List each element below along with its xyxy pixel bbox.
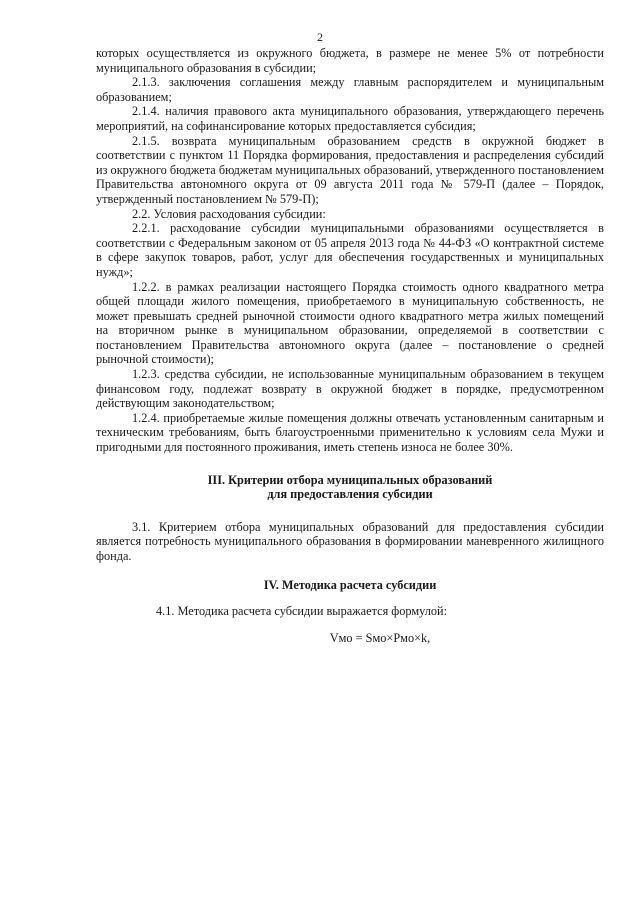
paragraph-1-2-4: 1.2.4. приобретаемые жилые помещения должны отвечать установленным санитарным и техническим требованиям, быть благоустроенными применительно к условиям села Мужи и пригодными для постоянного проживания, иметь степень износа не более 30%. <box>96 410 604 455</box>
section-3-heading-line-2: для предоставления субсидии <box>267 487 433 502</box>
paragraph-1-2-3: 1.2.3. средства субсидии, не использованные муниципальным образованием в текущем финансовом году, подлежат возврату в окружной бюджет в порядке, предусмотренном действующим законодательством; <box>96 367 604 411</box>
paragraph-3-1: 3.1. Критерием отбора муниципальных образований для предоставления субсидии является потребность муниципального образования в формировании маневренного жилищного фонда. <box>96 519 604 563</box>
paragraph-1-2-2: 1.2.2. в рамках реализации настоящего Порядка стоимость одного квадратного метра общей площади жилого помещения, приобретаемого в муниципальную собственность, не может превышать средней рыночной стоимости одного квадратного метра жилых помещений на вторичном рынке в муниципальном образовании, определяемой в соответствии с постановлением Правительства автономного округа (далее – постановление о средней рыночной стоимости); <box>96 279 604 367</box>
paragraph-2-2-1: 2.2.1. расходование субсидии муниципальными образованиями осуществляется в соответствии с Федеральным законом от 05 апреля 2013 года № 44-ФЗ «О контрактной системе в сфере закупок товаров, работ, услуг для обеспечения государственных и муниципальных нужд»; <box>96 221 604 279</box>
section-4-heading: IV. Методика расчета субсидии <box>263 577 437 592</box>
paragraph-2-1-3: 2.1.3. заключения соглашения между главным распорядителем и муниципальным образованием; <box>96 75 604 104</box>
page-number: 2 <box>317 30 323 44</box>
paragraph-continuation: которых осуществляется из окружного бюджета, в размере не менее 5% от потребности муниципального образования в субсидии; <box>96 46 604 75</box>
paragraph-2-2: 2.2. Условия расходования субсидии: <box>132 206 326 221</box>
section-3-heading-line-1: III. Критерии отбора муниципальных образований <box>207 472 493 487</box>
paragraph-2-1-5: 2.1.5. возврата муниципальным образованием средств в окружной бюджет в соответствии с пунктом 11 Порядка формирования, предоставления и распределения субсидий из окружного бюджета бюджетам муниципальных образований, утвержденного постановлением Правительства автономного округа от 09 августа 2011 года № 579-П (далее – Порядок, утвержденный постановлением № 579-П); <box>96 133 604 206</box>
paragraph-2-1-4: 2.1.4. наличия правового акта муниципального образования, утверждающего перечень мероприятий, на софинансирование которых предоставляется субсидия; <box>96 104 604 133</box>
paragraph-4-1: 4.1. Методика расчета субсидии выражается формулой: <box>156 604 448 619</box>
document-body <box>96 46 604 645</box>
formula: Vмо = Sмо×Pмо×k, <box>329 630 431 645</box>
